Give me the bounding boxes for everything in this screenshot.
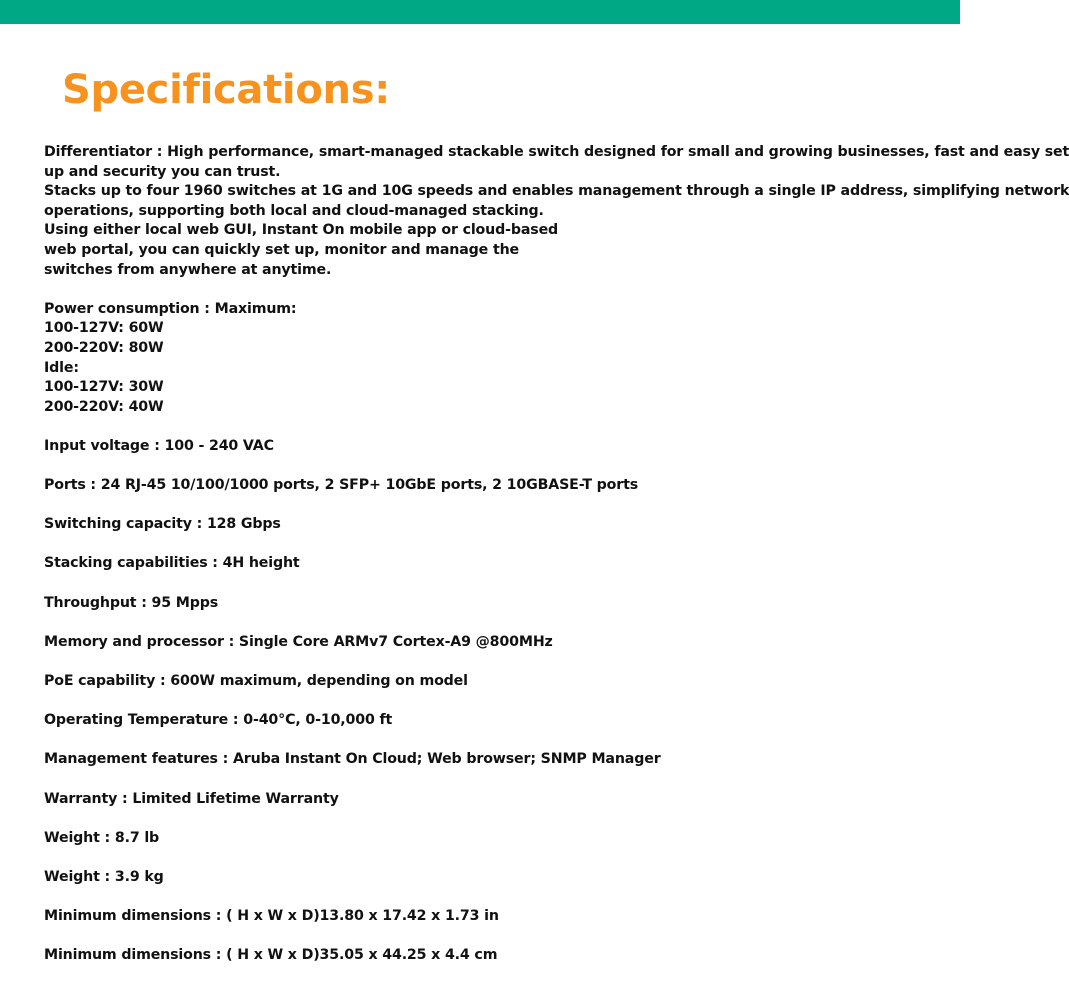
spec-line: Input voltage : 100 - 240 VAC: [44, 437, 274, 454]
spec-line: up and security you can trust.: [44, 163, 281, 180]
page-title: Specifications:: [62, 67, 390, 113]
spec-line: operations, supporting both local and cloud-managed stacking.: [44, 202, 544, 219]
spec-line: Warranty : Limited Lifetime Warranty: [44, 790, 339, 807]
spec-line: Memory and processor : Single Core ARMv7 Cortex-A9 @800MHz: [44, 633, 553, 650]
spec-line: Operating Temperature : 0-40°C, 0-10,000 ft: [44, 712, 393, 729]
spec-line: Stacking capabilities : 4H height: [44, 555, 300, 572]
spec-switching-capacity: [44, 515, 960, 535]
spec-line: Switching capacity : 128 Gbps: [44, 516, 281, 533]
spec-weight-kg: [44, 868, 960, 888]
spec-memory-processor: [44, 633, 960, 653]
spec-ports: [44, 476, 960, 496]
spec-input-voltage: [44, 437, 960, 457]
spec-differentiator: [44, 143, 1069, 280]
spec-line: 200-220V: 40W: [44, 398, 164, 415]
spec-line: Idle:: [44, 359, 79, 376]
spec-poe-capability: [44, 672, 960, 692]
spec-min-dimensions-cm: [44, 946, 960, 966]
spec-stacking-capabilities: [44, 554, 960, 574]
spec-power-consumption: [44, 300, 960, 418]
top-accent-bar: [0, 0, 960, 24]
spec-line: Minimum dimensions : ( H x W x D)35.05 x 44.25 x 4.4 cm: [44, 947, 498, 964]
specifications-list: [44, 143, 1069, 986]
spec-line: Power consumption : Maximum:: [44, 300, 297, 317]
spec-line: Throughput : 95 Mpps: [44, 594, 219, 611]
spec-line: 100-127V: 30W: [44, 379, 164, 396]
spec-min-dimensions-in: [44, 907, 960, 927]
spec-line: 200-220V: 80W: [44, 339, 164, 356]
spec-line: PoE capability : 600W maximum, depending on model: [44, 673, 468, 690]
spec-line: Using either local web GUI, Instant On mobile app or cloud-based: [44, 222, 559, 239]
spec-line: web portal, you can quickly set up, monitor and manage the: [44, 241, 519, 258]
spec-line: Ports : 24 RJ-45 10/100/1000 ports, 2 SFP+ 10GbE ports, 2 10GBASE-T ports: [44, 477, 639, 494]
spec-management-features: [44, 750, 960, 770]
spec-line: switches from anywhere at anytime.: [44, 261, 332, 278]
spec-throughput: [44, 594, 960, 614]
spec-line: Weight : 8.7 lb: [44, 829, 160, 846]
spec-line: Stacks up to four 1960 switches at 1G and 10G speeds and enables management through a single IP address, simplifying network: [44, 183, 1069, 200]
spec-line: Weight : 3.9 kg: [44, 868, 164, 885]
spec-weight-lb: [44, 829, 960, 849]
spec-line: 100-127V: 60W: [44, 320, 164, 337]
spec-line: Minimum dimensions : ( H x W x D)13.80 x 17.42 x 1.73 in: [44, 908, 499, 925]
spec-warranty: [44, 790, 960, 810]
spec-line: Management features : Aruba Instant On Cloud; Web browser; SNMP Manager: [44, 751, 661, 768]
spec-line: Differentiator : High performance, smart-managed stackable switch designed for small and growing businesses, fast and easy set: [44, 144, 1069, 160]
spec-operating-temperature: [44, 711, 960, 731]
